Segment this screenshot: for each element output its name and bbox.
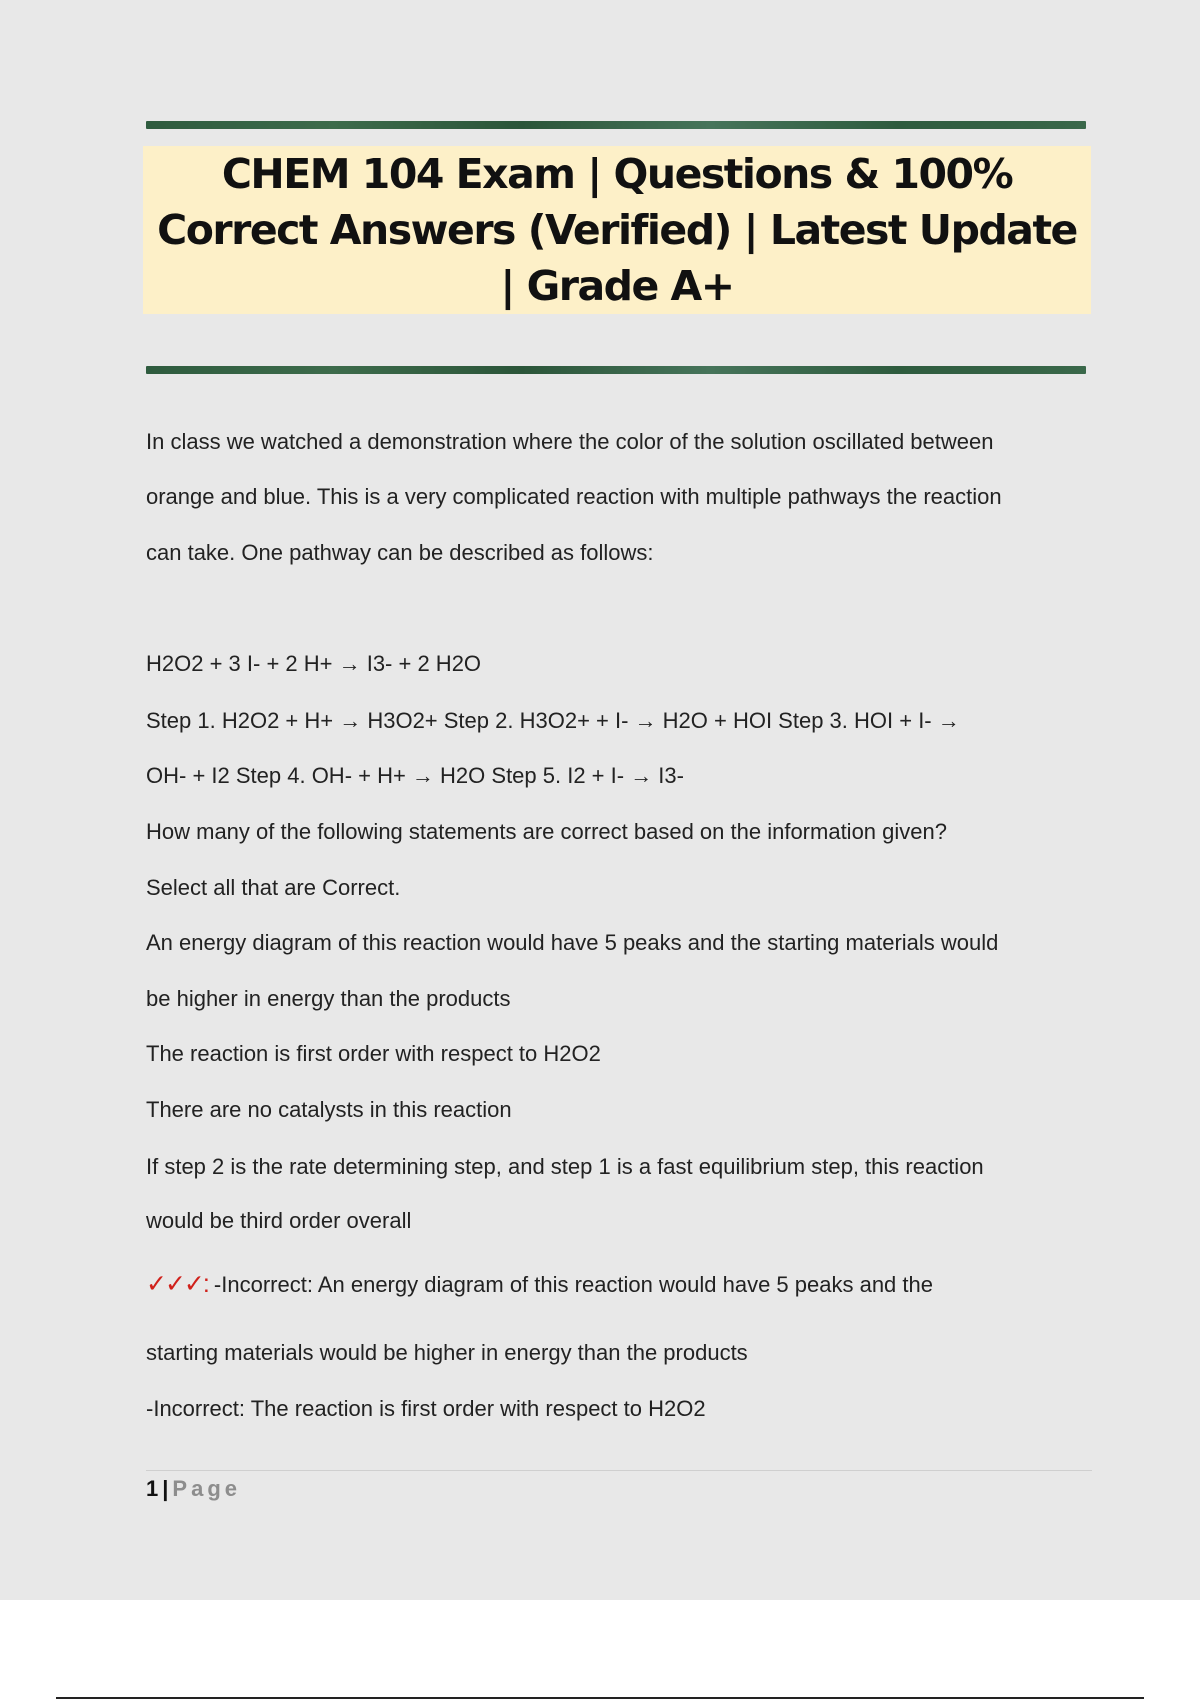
statement-4-line-2: would be third order overall: [146, 1208, 412, 1233]
statement-1-line-1: An energy diagram of this reaction would have 5 peaks and the starting materials would: [146, 930, 999, 955]
intro-line-3: can take. One pathway can be described as follows:: [146, 540, 654, 565]
steps-line-1: Step 1. H2O2 + H+ → H3O2+ Step 2. H3O2+ + I- → H2O + HOI Step 3. HOI + I- →: [146, 708, 960, 733]
statement-3: There are no catalysts in this reaction: [146, 1097, 512, 1122]
page-footer: [146, 1475, 241, 1503]
page-number: 1: [146, 1476, 159, 1501]
question-line-2: Select all that are Correct.: [146, 875, 401, 900]
page-label: Page: [172, 1476, 241, 1501]
statement-2: The reaction is first order with respect to H2O2: [146, 1041, 601, 1066]
answer-line-1: [146, 1270, 1096, 1299]
title-line-3: | Grade A+: [500, 262, 734, 310]
top-divider: [146, 121, 1086, 129]
intro-line-2: orange and blue. This is a very complicated reaction with multiple pathways the reaction: [146, 484, 1002, 509]
steps-line-2: OH- + I2 Step 4. OH- + H+ → H2O Step 5. I2 + I- → I3-: [146, 763, 684, 788]
footer-separator: |: [162, 1476, 169, 1501]
statement-1-line-2: be higher in energy than the products: [146, 986, 511, 1011]
overall-equation: H2O2 + 3 I- + 2 H+ → I3- + 2 H2O: [146, 651, 482, 676]
page-title: [143, 146, 1091, 314]
answer-line-2: starting materials would be higher in energy than the products: [146, 1340, 748, 1365]
intro-line-1: In class we watched a demonstration where the color of the solution oscillated between: [146, 429, 994, 454]
bottom-edge-rule: [56, 1697, 1144, 1699]
bottom-divider: [146, 366, 1086, 374]
answer-line-3: -Incorrect: The reaction is first order with respect to H2O2: [146, 1396, 706, 1421]
title-line-2: Correct Answers (Verified) | Latest Update: [157, 206, 1077, 254]
question-line-1: How many of the following statements are correct based on the information given?: [146, 819, 947, 844]
title-line-1: CHEM 104 Exam | Questions & 100%: [221, 150, 1013, 198]
footer-divider: [146, 1470, 1092, 1471]
check-mark-icon: ✓✓✓:: [146, 1270, 208, 1298]
statement-4-line-1: If step 2 is the rate determining step, and step 1 is a fast equilibrium step, this reaction: [146, 1154, 984, 1179]
answer-text-1: -Incorrect: An energy diagram of this reaction would have 5 peaks and the: [207, 1272, 933, 1297]
title-banner: [143, 146, 1091, 314]
